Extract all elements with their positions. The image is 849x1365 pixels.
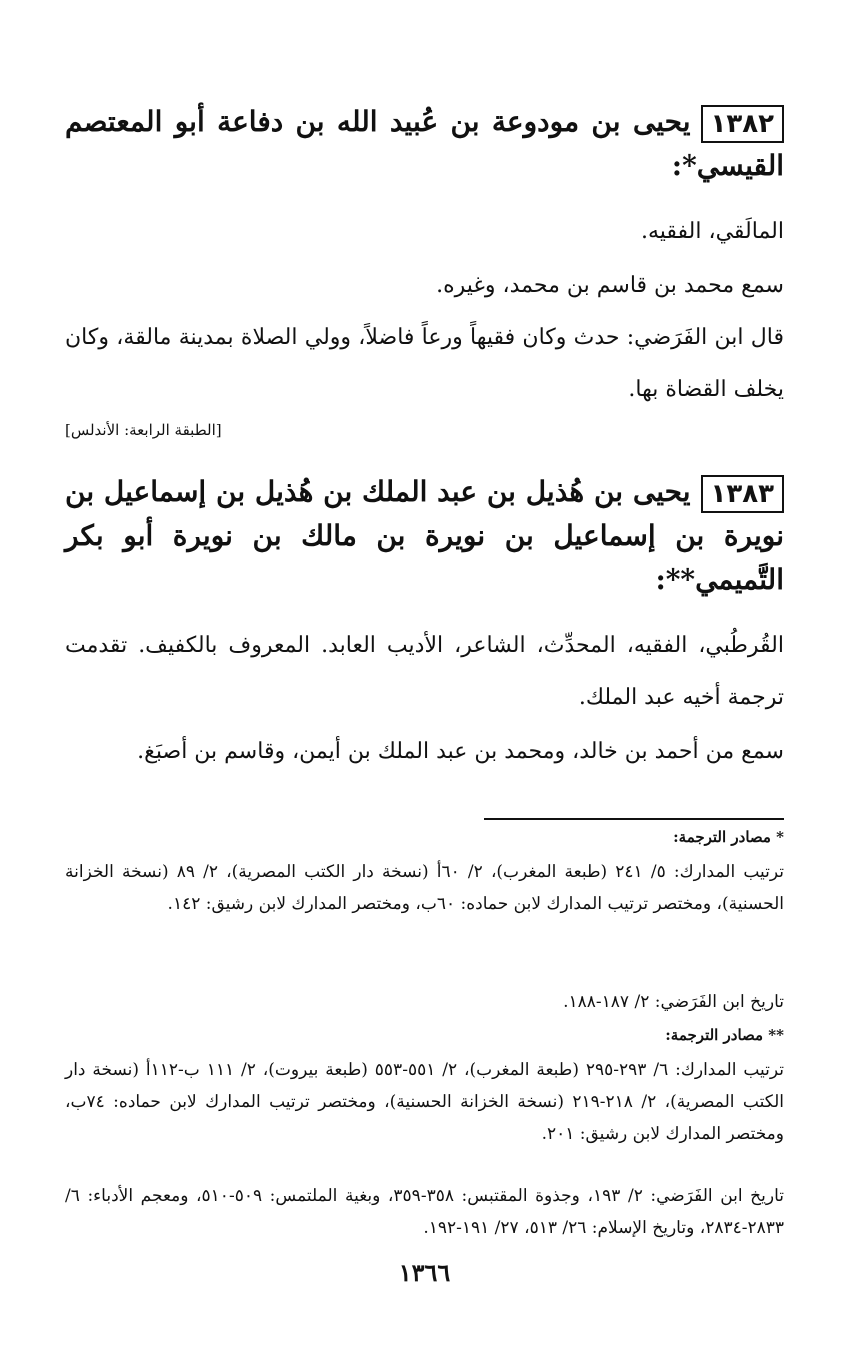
entry-1383-line-1: القُرطُبي، الفقيه، المحدِّث، الشاعر، الأديب العابد. المعروف بالكفيف. تقدمت ترجمة أخيه عبد الملك. — [65, 633, 784, 710]
page-number: ١٣٦٦ — [398, 1258, 451, 1287]
footnote-1-line-1: ترتيب المدارك: ٥/ ٢٤١ (طبعة المغرب)، ٢/ ٦٠أ (نسخة دار الكتب المصرية)، ٢/ ٨٩ (نسخة الخزانة الحسنية)، ومختصر ترتيب المدارك لابن حماده: ٦٠ب، ومختصر المدارك لابن رشيق: ١٤٢. — [65, 862, 784, 914]
entry-1382-line-3: قال ابن الفَرَضي: حدث وكان فقيهاً ورعاً فاضلاً، وولي الصلاة بمدينة مالقة، وكان يخلف القضاة بها. — [65, 325, 784, 402]
footnote-separator — [484, 818, 784, 820]
running-head: [الطبقة الرابعة: الأندلس] — [65, 421, 222, 439]
footnote-2-line-2: تاريخ ابن الفَرَضي: ٢/ ١٩٣، وجذوة المقتبس: ٣٥٨-٣٥٩، وبغية الملتمس: ٥٠٩-٥١٠، ومعجم الأدباء: ٦/ ٢٨٣٣-٢٨٣٤، وتاريخ الإسلام: ٢٦/ ٥١٣، ٢٧/ ١٩١-١٩٢. — [65, 1186, 784, 1238]
entry-1382-line-2: سمع محمد بن قاسم بن محمد، وغيره. — [436, 273, 784, 298]
footnote-1-heading: * مصادر الترجمة: — [673, 828, 784, 846]
footnote-1-line-2: تاريخ ابن الفَرَضي: ٢/ ١٨٧-١٨٨. — [563, 992, 784, 1012]
entry-1382-line-1: المالَقي، الفقيه. — [641, 219, 784, 244]
entry-number-box: ١٣٨٢ — [701, 105, 784, 143]
entry-number-box: ١٣٨٣ — [701, 475, 784, 513]
footnote-2-heading: ** مصادر الترجمة: — [665, 1026, 784, 1044]
entry-1383-line-2: سمع من أحمد بن خالد، ومحمد بن عبد الملك بن أيمن، وقاسم بن أصبَغ. — [137, 739, 784, 764]
entry-1382-heading — [65, 100, 784, 188]
entry-1383-heading — [65, 470, 784, 602]
entry-1383-title: يحيى بن هُذيل بن عبد الملك بن هُذيل بن إسماعيل بن نويرة بن إسماعيل بن نويرة بن مالك بن نويرة أبو بكر التَّميمي**: — [65, 475, 785, 596]
footnote-2-line-1: ترتيب المدارك: ٦/ ٢٩٣-٢٩٥ (طبعة المغرب)، ٢/ ٥٥١-٥٥٣ (طبعة بيروت)، ٢/ ١١١ ب-١١٢أ (نسخة دار الكتب المصرية)، ٢/ ٢١٨-٢١٩ (نسخة الخزانة الحسنية)، ومختصر ترتيب المدارك لابن حماده: ٧٤ب، ومختصر المدارك لابن رشيق: ٢٠١. — [65, 1060, 785, 1144]
entry-1382-title: يحيى بن مودوعة بن عُبيد الله بن دفاعة أبو المعتصم القيسي*: — [65, 105, 784, 182]
